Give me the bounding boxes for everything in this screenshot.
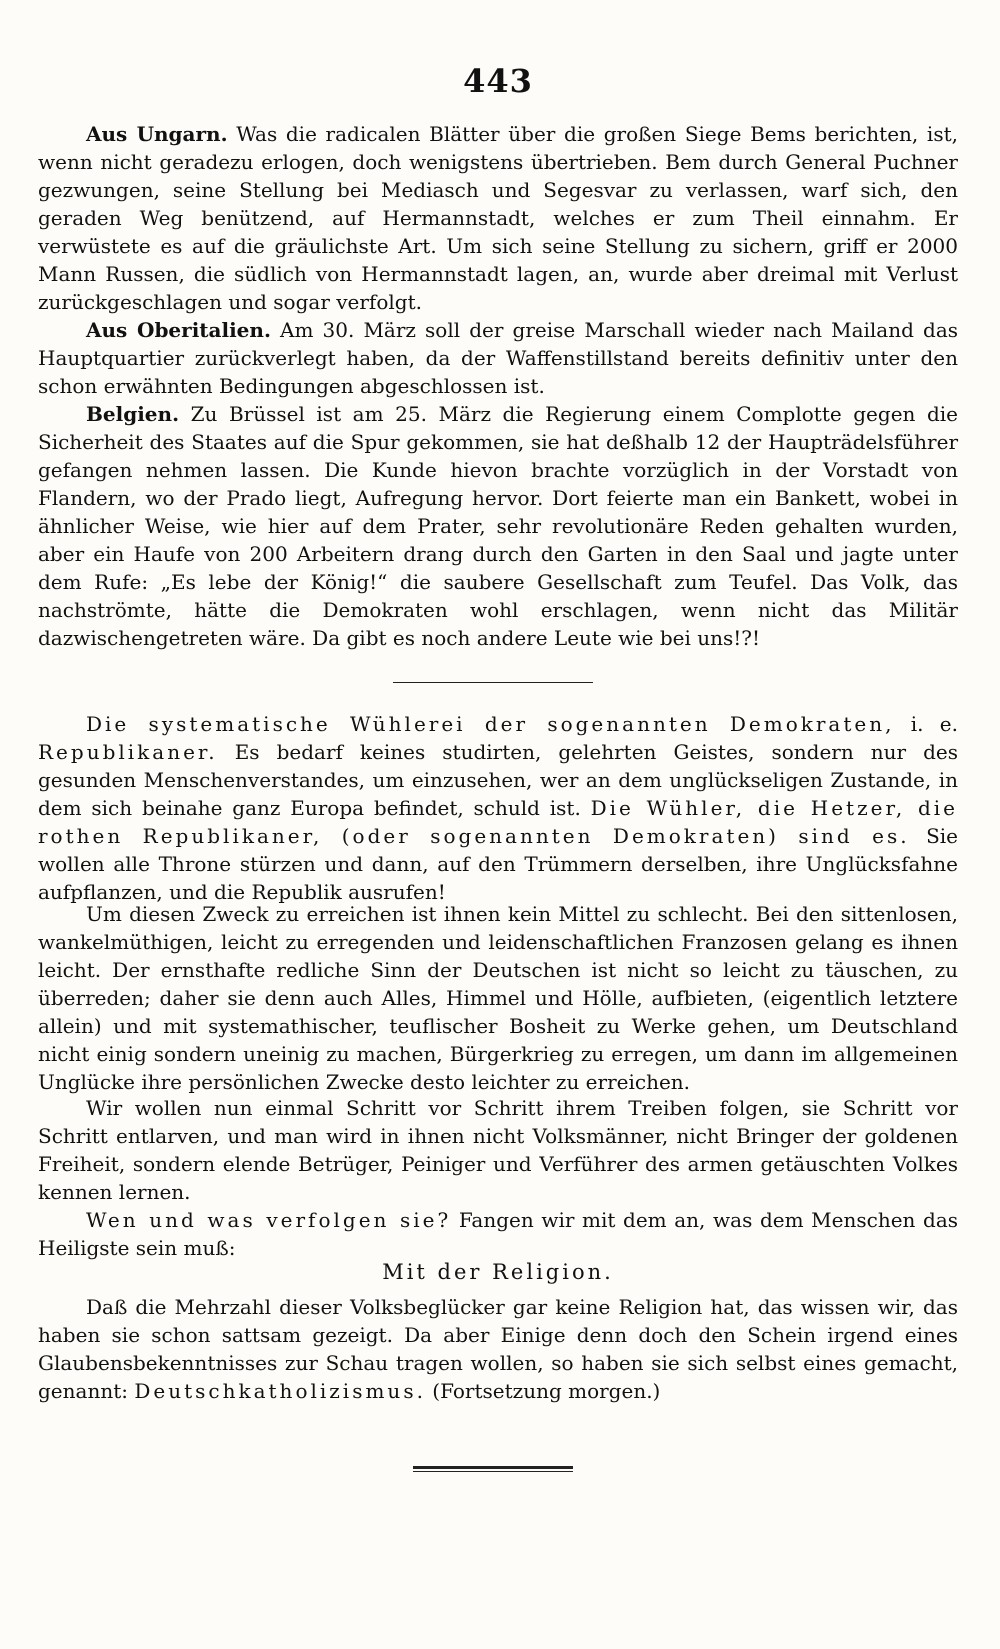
essay-paragraph-wen [38,1206,958,1262]
article-belgien [38,400,958,652]
paragraph-text: Daß die Mehrzahl dieser Volksbeglücker gar keine Religion hat, das wissen wir, das haben sie schon sattsam gezeigt. Da aber Einige denn doch den Schein irgend eines Glaubensbekenntnisses zur Schau tragen wollen, so haben sie sich selbst eines gemacht, genannt: [38,1295,958,1403]
paragraph-text: Sie wollen alle Throne stürzen und dann, auf den Trümmern derselben, ihre Unglücksfahne aufpflanzen, und die Republik ausrufen! [38,824,958,904]
ie-abbrev: i. e. [910,712,958,736]
article-body: Was die radicalen Blätter über die großen Siege Bems berichten, ist, wenn nicht geradezu erlogen, doch wenigstens übertrieben. Bem durch General Puchner gezwungen, seine Stellung bei Mediasch und Segesvar zu verlassen, warf sich, den geraden Weg benützend, auf Hermannstadt, welches er zum Theil einnahm. Er verwüstete es auf die gräulichste Art. Um sich seine Stellung zu sichern, griff er 2000 Mann Russen, die südlich von Hermannstadt lagen, an, wurde aber dreimal mit Verlust zurückgeschlagen und sogar verfolgt. [38,122,958,314]
essay-intro-paragraph [38,710,958,906]
spaced-emphasis: Die Wühler, die Hetzer, die rothen Republikaner, (oder sogenannten Demokraten) sind es. [38,796,959,848]
paragraph-text: Fangen wir mit dem an, was dem Menschen das Heiligste sein muß: [38,1208,959,1260]
article-heading: Aus Oberitalien. [86,318,271,342]
continuation-note: (Fortsetzung morgen.) [432,1379,661,1403]
essay-paragraph-dass [38,1293,958,1405]
spaced-emphasis: Deutschkatholizismus. [134,1379,426,1403]
paragraph-text: Wir wollen nun einmal Schritt vor Schritt ihrem Treiben folgen, sie Schritt vor Schritt entlarven, und man wird in ihnen nicht Volksmänner, nicht Bringer der goldenen Freiheit, sondern elende Betrüger, Peiniger und Verführer des armen getäuschten Volkes kennen lernen. [38,1096,958,1204]
article-body: Zu Brüssel ist am 25. März die Regierung einem Complotte gegen die Sicherheit des Staates auf die Spur gekommen, sie hat deßhalb 12 der Haupträdelsführer gefangen nehmen lassen. Die Kunde hievon brachte vorzüglich in der Vorstadt von Flandern, wo der Prado liegt, Aufregung hervor. Dort feierte man ein Bankett, wobei in ähnlicher Weise, wie hier auf dem Prater, sehr revolutionäre Reden gehalten wurden, aber ein Haufe von 200 Arbeitern drang durch den Garten in den Saal und jagte unter dem Rufe: „Es lebe der König!“ die saubere Gesellschaft zum Teufel. Das Volk, das nachströmte, hätte die Demokraten wohl erschlagen, wenn nicht das Militär dazwischengetreten wäre. Da gibt es noch andere Leute wie bei uns!?! [38,402,958,650]
article-ungarn [38,120,958,316]
spaced-emphasis: Wen und was verfolgen sie? [86,1208,452,1232]
end-divider-thin [413,1471,573,1472]
article-oberitalien [38,316,958,400]
essay-paragraph-zweck [38,900,958,1096]
section-divider [393,682,593,683]
page-number: 443 [463,62,533,100]
article-body: Am 30. März soll der greise Marschall wieder nach Mailand das Hauptquartier zurückverlegt haben, da der Waffenstillstand bereits definitiv unter den schon erwähnten Bedingungen abgeschlossen ist. [38,318,959,398]
paragraph-text: Es bedarf keines studirten, gelehrten Geistes, sondern nur des gesunden Menschenverstandes, um einzusehen, wer an dem unglückseligen Zustande, in dem sich beinahe ganz Europa befindet, schuld ist. [38,740,958,820]
article-heading: Belgien. [86,402,180,426]
newspaper-page [38,0,958,1649]
essay-paragraph-schritt [38,1094,958,1206]
end-divider [413,1466,573,1469]
article-heading: Aus Ungarn. [86,122,228,146]
essay-title-spaced: Die systematische Wühlerei der sogenannten Demokraten, [86,712,895,736]
paragraph-text: Um diesen Zweck zu erreichen ist ihnen kein Mittel zu schlecht. Bei den sittenlosen, wankelmüthigen, leicht zu erregenden und leidenschaftlichen Franzosen gelang es ihnen leicht. Der ernsthafte redliche Sinn der Deutschen ist nicht so leicht zu täuschen, zu überreden; daher sie denn auch Alles, Himmel und Hölle, aufbieten, (eigentlich letztere allein) und mit systemathischer, teuflischer Bosheit zu Werke gehen, um Deutschland nicht einig sondern uneinig zu machen, Bürgerkrieg zu erregen, um dann im allgemeinen Unglücke ihre persönlichen Zwecke desto leichter zu erreichen. [38,902,958,1094]
religion-heading: Mit der Religion. [382,1260,614,1284]
essay-title-spaced-2: Republikaner. [38,740,218,764]
